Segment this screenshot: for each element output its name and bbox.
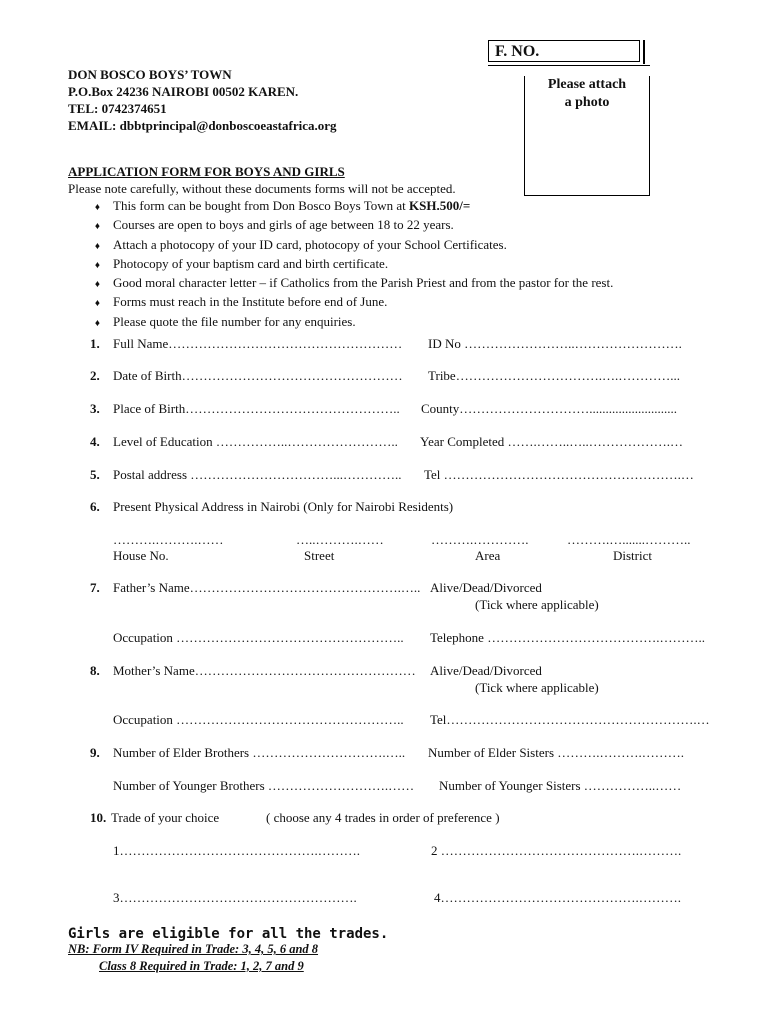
field-number: 9.: [90, 745, 100, 760]
file-number-label: F. NO.: [495, 43, 540, 60]
tick-instruction: (Tick where applicable): [475, 680, 599, 695]
postal-address-field[interactable]: Postal address ……………………………...…………..: [113, 467, 402, 482]
list-item: ♦ Attach a photocopy of your ID card, photocopy of your School Certificates.: [68, 236, 613, 255]
diamond-bullet-icon: ♦: [94, 202, 100, 213]
mother-status-field[interactable]: Alive/Dead/Divorced: [430, 663, 542, 678]
photo-box[interactable]: [524, 76, 650, 196]
mother-tel-field[interactable]: Tel………………………………………………….…: [430, 712, 710, 727]
diamond-bullet-icon: ♦: [94, 221, 100, 233]
list-item: ♦ Please quote the file number for any enquiries.: [68, 313, 613, 332]
form-note: Please note carefully, without these documents forms will not be accepted.: [68, 181, 456, 196]
field-number: 3.: [90, 401, 100, 416]
street-label: Street: [304, 548, 335, 563]
father-status-field[interactable]: Alive/Dead/Divorced: [430, 580, 542, 595]
younger-sisters-field[interactable]: Number of Younger Sisters ……………..……: [439, 778, 682, 793]
list-item: ♦ Good moral character letter – if Catholics from the Parish Priest and from the pastor for the rest.: [68, 274, 613, 293]
elder-sisters-field[interactable]: Number of Elder Sisters ……….……….……….: [428, 745, 685, 760]
house-no-field[interactable]: ……….……….……: [113, 532, 224, 547]
school-header: [68, 66, 337, 134]
field-number: 8.: [90, 663, 100, 678]
father-telephone-field[interactable]: Telephone ………………………………….………..: [430, 630, 705, 645]
younger-brothers-field[interactable]: Number of Younger Brothers ……………………….……: [113, 778, 415, 793]
tick-instruction: (Tick where applicable): [475, 597, 599, 612]
district-label: District: [613, 548, 652, 563]
diamond-bullet-icon: ♦: [94, 298, 100, 310]
physical-address-label: Present Physical Address in Nairobi (Only for Nairobi Residents): [113, 499, 454, 514]
field-number: 10.: [90, 810, 107, 825]
full-name-field[interactable]: Full Name………………………………………………: [113, 336, 403, 351]
photo-label-2: a photo: [564, 95, 610, 110]
district-field[interactable]: ……….….......………..: [567, 532, 691, 547]
house-no-label: House No.: [113, 548, 169, 563]
diamond-bullet-icon: ♦: [94, 240, 100, 252]
trade-choice-2-field[interactable]: 2 ……………………………………….……….: [431, 843, 682, 858]
trade-choice-4-field[interactable]: 4……………………………………….……….: [434, 890, 681, 905]
fathers-name-field[interactable]: Father’s Name………………………………………….…..: [113, 580, 421, 595]
trade-choice-label: Trade of your choice: [111, 810, 220, 825]
requirements-list: [68, 197, 613, 332]
class-8-requirement: Class 8 Required in Trade: 1, 2, 7 and 9: [99, 959, 304, 973]
field-number: 1.: [90, 336, 100, 351]
trade-choice-3-field[interactable]: 3……………………………………………….: [113, 890, 357, 905]
diamond-bullet-icon: ♦: [94, 279, 100, 291]
mother-occupation-field[interactable]: Occupation ……………………………………………..: [113, 712, 404, 727]
id-no-field[interactable]: ID No ……………………..…………………….: [428, 336, 682, 351]
trade-choice-instruction: ( choose any 4 trades in order of preference ): [266, 810, 500, 825]
list-item: ♦ Forms must reach in the Institute before end of June.: [68, 293, 613, 312]
list-item: ♦ This form can be bought from Don Bosco Boys Town at KSH.500/=: [68, 197, 613, 216]
field-number: 7.: [90, 580, 100, 595]
level-of-education-field[interactable]: Level of Education ……………..……………………..: [113, 434, 398, 449]
field-number: 5.: [90, 467, 100, 482]
file-number-box[interactable]: [488, 40, 640, 62]
diamond-bullet-icon: ♦: [94, 317, 100, 329]
area-field[interactable]: ……….………….: [431, 532, 529, 547]
trade-choice-1-field[interactable]: 1……………………………………….……….: [113, 843, 360, 858]
field-number: 4.: [90, 434, 100, 449]
file-number-shadow: [643, 40, 645, 64]
county-field[interactable]: County…………………………...........................: [421, 401, 678, 416]
list-item: ♦ Photocopy of your baptism card and birth certificate.: [68, 255, 613, 274]
tribe-field[interactable]: Tribe…………………………….….…………...: [428, 368, 680, 383]
girls-eligibility-note: Girls are eligible for all the trades.: [68, 926, 389, 942]
year-completed-field[interactable]: Year Completed …….……..…..……………….…: [420, 434, 684, 449]
photo-label-1: Please attach: [547, 77, 627, 92]
field-number: 2.: [90, 368, 100, 383]
school-tel: TEL: 0742374651: [68, 101, 167, 116]
school-name: DON BOSCO BOYS’ TOWN: [68, 67, 232, 82]
school-email: EMAIL: dbbtprincipal@donboscoeastafrica.org: [68, 118, 337, 133]
field-number: 6.: [90, 499, 100, 514]
street-field[interactable]: …..……….……: [296, 532, 384, 547]
school-address: P.O.Box 24236 NAIROBI 00502 KAREN.: [68, 84, 299, 99]
form-iv-requirement: NB: Form IV Required in Trade: 3, 4, 5, 6 and 8: [68, 942, 319, 956]
list-item: ♦ Courses are open to boys and girls of age between 18 to 22 years.: [68, 216, 613, 235]
place-of-birth-field[interactable]: Place of Birth…………………………………………..: [113, 401, 400, 416]
elder-brothers-field[interactable]: Number of Elder Brothers ………………………….…..: [113, 745, 406, 760]
father-occupation-field[interactable]: Occupation ……………………………………………..: [113, 630, 404, 645]
date-of-birth-field[interactable]: Date of Birth……………………………………………: [113, 368, 403, 383]
tel-field[interactable]: Tel ……………………………………………….…: [424, 467, 694, 482]
diamond-bullet-icon: ♦: [94, 259, 100, 271]
form-title: APPLICATION FORM FOR BOYS AND GIRLS: [68, 164, 345, 179]
area-label: Area: [475, 548, 501, 563]
mothers-name-field[interactable]: Mother’s Name……………………………………………: [113, 663, 416, 678]
file-number-underline: [488, 65, 650, 66]
